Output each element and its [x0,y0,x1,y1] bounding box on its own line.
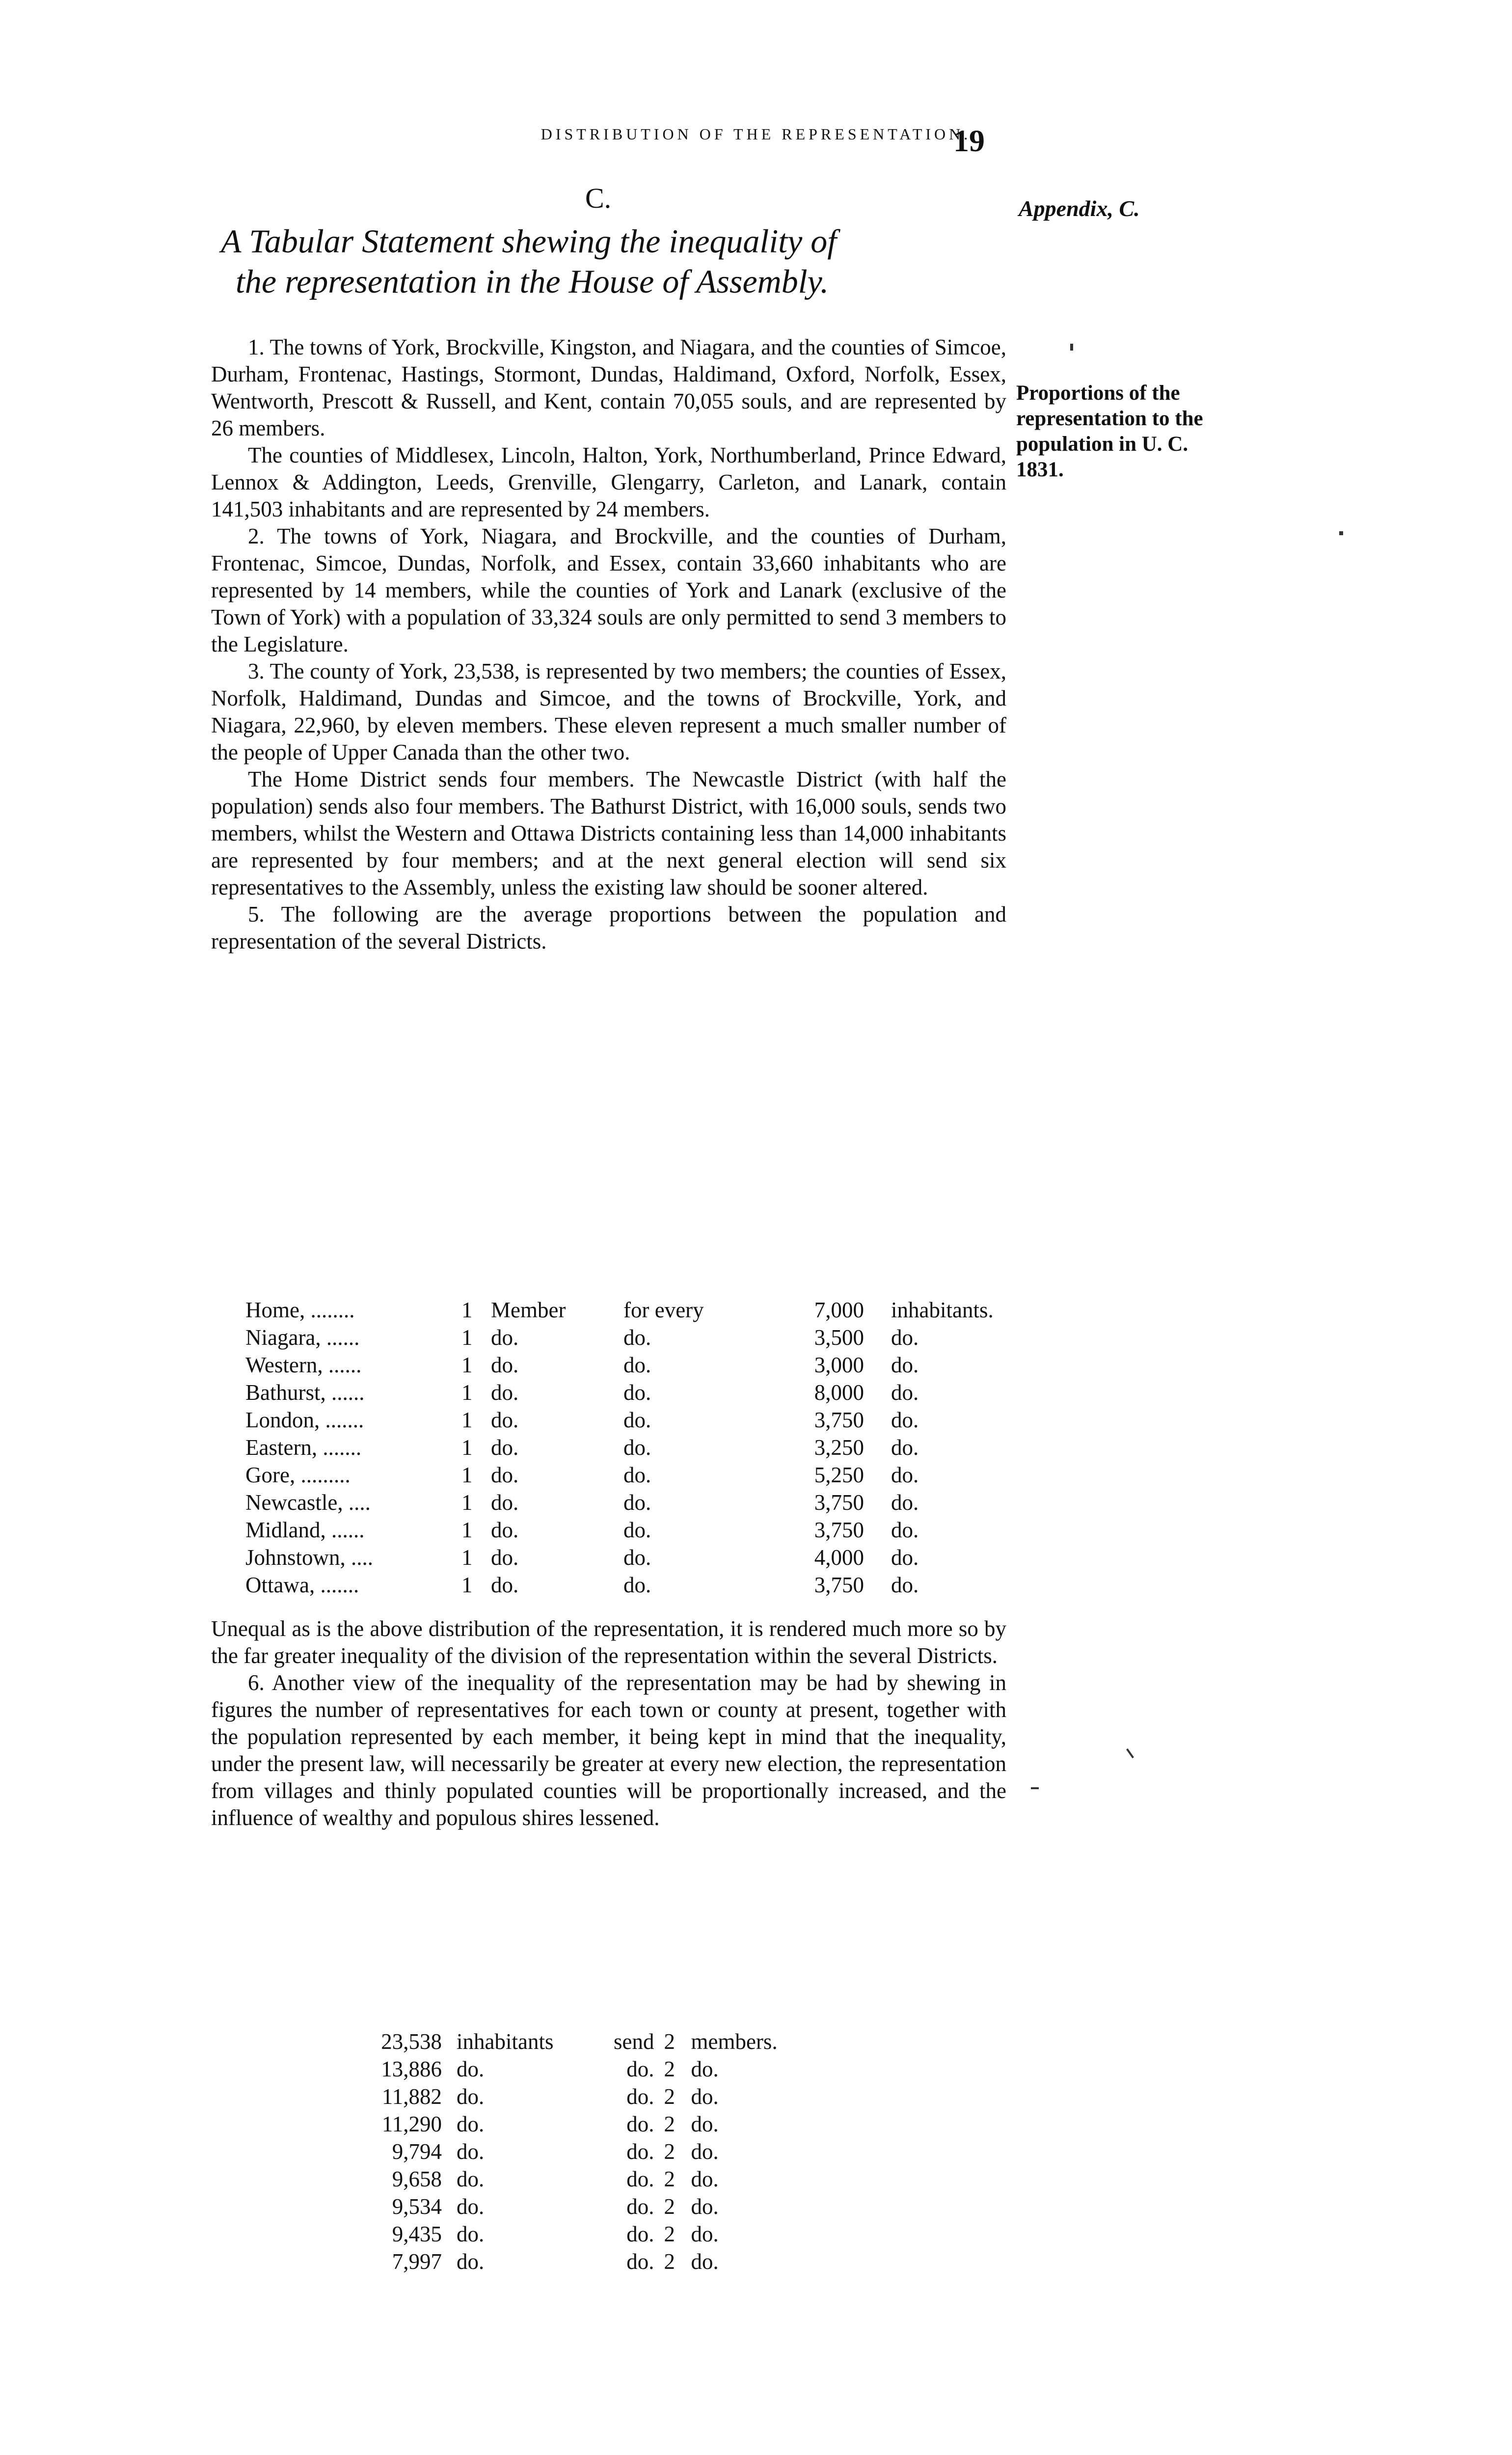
member-number: 1 [461,1518,473,1542]
table-row [245,1406,994,1434]
district-name: Niagara, ...... [245,1325,360,1350]
document-title [221,221,1065,301]
district-name: Home, ........ [245,1298,355,1322]
section-letter: C. [585,182,612,214]
member-unit: do. [491,1545,519,1570]
member-count: 2 [664,2112,675,2136]
district-name: London, ....... [245,1408,364,1432]
inhabitants-label: do. [891,1573,919,1597]
member-unit: do. [491,1573,519,1597]
for-every: do. [623,1353,651,1377]
inhabitants-label: do. [891,1353,919,1377]
page-number: 19 [953,123,985,158]
send-word: do. [626,2084,654,2109]
member-count: 2 [664,2167,675,2191]
body-text [211,334,1006,955]
paragraph-2: 2. The towns of York, Niagara, and Brockville, and the counties of Durham, Frontenac, Simcoe, Dundas, Norfolk, and Essex, contain 33,660 inhabitants who are represented by 14 members, while the counties of York and Lanark (exclusive of the Town of York) with a population of 33,324 souls are only permitted to send 3 members to the Legislature. [211,524,1006,656]
inhabitants-label: do. [891,1325,919,1350]
table-row [344,2055,778,2083]
inhabitants-word: do. [457,2112,485,2136]
member-unit: Member [491,1298,566,1322]
inhabitants-count: 11,290 [381,2112,442,2136]
table-row [245,1434,994,1461]
send-word: do. [626,2139,654,2164]
table-row [344,2193,778,2220]
table-row [245,1571,994,1599]
district-proportions-table [245,1296,994,1599]
member-unit: do. [491,1408,519,1432]
scan-mark [1070,344,1073,351]
member-count: 2 [664,2194,675,2219]
inhabitants-label: do. [891,1435,919,1460]
member-count: 2 [664,2222,675,2246]
send-word: do. [626,2167,654,2191]
for-every: do. [623,1408,651,1432]
inhabitants-word: do. [457,2167,485,2191]
inhabitants-label: inhabitants. [891,1298,994,1322]
district-name: Ottawa, ....... [245,1573,359,1597]
member-unit: do. [491,1463,519,1487]
inhabitants-label: do. [891,1408,919,1432]
inhabitants-label: do. [891,1380,919,1405]
member-number: 1 [461,1325,473,1350]
member-count: 2 [664,2084,675,2109]
for-every: do. [623,1463,651,1487]
representation-table [344,2028,778,2275]
member-number: 1 [461,1490,473,1515]
population: 4,000 [814,1545,864,1570]
paragraph-5: 5. The following are the average proportions between the population and representation of the several Districts. [211,902,1006,954]
table-row [245,1379,994,1406]
district-name: Eastern, ....... [245,1435,362,1460]
table-row [245,1489,994,1516]
appendix-label: Appendix, C. [1019,196,1140,221]
member-number: 1 [461,1408,473,1432]
member-number: 1 [461,1463,473,1487]
member-unit: do. [491,1325,519,1350]
send-word: do. [626,2222,654,2246]
send-word: do. [626,2249,654,2274]
population: 8,000 [814,1380,864,1405]
body-text-lower [211,1615,1006,1831]
inhabitants-count: 9,658 [392,2167,442,2191]
population: 3,000 [814,1353,864,1377]
inhabitants-label: do. [891,1518,919,1542]
members-word: do. [691,2167,719,2191]
table-row [344,2220,778,2248]
population: 3,250 [814,1435,864,1460]
members-word: do. [691,2112,719,2136]
members-word: do. [691,2057,719,2081]
paragraph-1: 1. The towns of York, Brockville, Kingston, and Niagara, and the counties of Simcoe, Durham, Frontenac, Hastings, Stormont, Dundas, Haldimand, Oxford, Norfolk, Essex, Wentworth, Prescott & Russell, and Kent, contain 70,055 souls, and are represented by 26 members. [211,335,1006,440]
members-word: do. [691,2194,719,2219]
members-word: do. [691,2249,719,2274]
table-row [245,1461,994,1489]
scan-mark [1126,1748,1134,1758]
paragraph-6: 6. Another view of the inequality of the representation may be had by shewing in figures the number of representatives for each town or county at present, together with the population represented by each member, it being kept in mind that the inequality, under the present law, will necessarily be greater at every new election, the representation from villages and thinly populated counties will be proportionally increased, and the influence of wealthy and populous shires lessened. [211,1670,1006,1830]
population: 3,750 [814,1408,864,1432]
inhabitants-word: do. [457,2057,485,2081]
for-every: do. [623,1490,651,1515]
population: 3,500 [814,1325,864,1350]
district-name: Bathurst, ...... [245,1380,365,1405]
margin-note: Proportions of the representation to the population in U. C. 1831. [1016,382,1203,481]
district-name: Johnstown, .... [245,1545,374,1570]
for-every: for every [623,1298,704,1322]
member-number: 1 [461,1573,473,1597]
population: 3,750 [814,1490,864,1515]
inhabitants-label: do. [891,1545,919,1570]
table-row [245,1351,994,1379]
inhabitants-count: 7,997 [392,2249,442,2274]
send-word: do. [626,2112,654,2136]
population: 5,250 [814,1463,864,1487]
table-row [344,2248,778,2275]
member-number: 1 [461,1545,473,1570]
inhabitants-word: do. [457,2139,485,2164]
running-header: DISTRIBUTION OF THE REPRESENTATION. [540,125,972,143]
inhabitants-word: do. [457,2222,485,2246]
inhabitants-count: 9,534 [392,2194,442,2219]
inhabitants-count: 23,538 [381,2029,442,2054]
members-word: do. [691,2084,719,2109]
send-word: do. [626,2057,654,2081]
inhabitants-label: do. [891,1463,919,1487]
member-unit: do. [491,1380,519,1405]
scan-mark [1031,1787,1039,1789]
for-every: do. [623,1545,651,1570]
members-word: do. [691,2222,719,2246]
for-every: do. [623,1573,651,1597]
table-row [344,2083,778,2110]
inhabitants-word: do. [457,2194,485,2219]
member-count: 2 [664,2029,675,2054]
for-every: do. [623,1325,651,1350]
scan-mark [1339,531,1343,535]
inhabitants-count: 13,886 [381,2057,442,2081]
population: 7,000 [814,1298,864,1322]
inhabitants-word: do. [457,2084,485,2109]
after-table-paragraph: Unequal as is the above distribution of the representation, it is rendered much more so by the far greater inequality of the division of the representation within the several Districts. [211,1616,1006,1668]
paragraph-4: The Home District sends four members. The Newcastle District (with half the population) sends also four members. The Bathurst District, with 16,000 souls, sends two members, whilst the Western and Ottawa Districts containing less than 14,000 inhabitants are represented by four members; and at the next general election will send six representatives to the Assembly, unless the existing law should be sooner altered. [211,767,1006,900]
table-row [245,1324,994,1351]
district-name: Midland, ...... [245,1518,365,1542]
member-unit: do. [491,1353,519,1377]
title-line-1: A Tabular Statement shewing the inequality of [221,222,837,260]
table-row [245,1296,994,1324]
members-word: members. [691,2029,778,2054]
table-row [344,2165,778,2193]
member-count: 2 [664,2057,675,2081]
inhabitants-count: 9,435 [392,2222,442,2246]
table-row [344,2110,778,2138]
member-unit: do. [491,1490,519,1515]
member-count: 2 [664,2139,675,2164]
member-unit: do. [491,1518,519,1542]
send-word: send [614,2029,654,2054]
for-every: do. [623,1518,651,1542]
inhabitants-word: do. [457,2249,485,2274]
title-line-2: the representation in the House of Assembly. [236,263,829,300]
member-number: 1 [461,1380,473,1405]
member-count: 2 [664,2249,675,2274]
paragraph-3: 3. The county of York, 23,538, is represented by two members; the counties of Essex, Norfolk, Haldimand, Dundas and Simcoe, and the towns of Brockville, York, and Niagara, 22,960, by eleven members. These eleven represent a much smaller number of the people of Upper Canada than the other two. [211,659,1006,764]
member-number: 1 [461,1353,473,1377]
district-name: Gore, ......... [245,1463,351,1487]
inhabitants-count: 11,882 [381,2084,442,2109]
population: 3,750 [814,1573,864,1597]
inhabitants-label: do. [891,1490,919,1515]
member-number: 1 [461,1298,473,1322]
table-row [344,2028,778,2055]
district-name: Newcastle, .... [245,1490,371,1515]
for-every: do. [623,1435,651,1460]
inhabitants-word: inhabitants [457,2029,554,2054]
members-word: do. [691,2139,719,2164]
district-name: Western, ...... [245,1353,362,1377]
table-row [344,2138,778,2165]
send-word: do. [626,2194,654,2219]
inhabitants-count: 9,794 [392,2139,442,2164]
for-every: do. [623,1380,651,1405]
member-number: 1 [461,1435,473,1460]
member-unit: do. [491,1435,519,1460]
population: 3,750 [814,1518,864,1542]
table-row [245,1516,994,1544]
table-row [245,1544,994,1571]
paragraph-1b: The counties of Middlesex, Lincoln, Halton, York, Northumberland, Prince Edward, Lennox & Addington, Leeds, Grenville, Glengarry, Carleton, and Lanark, contain 141,503 inhabitants and are represented by 24 members. [211,443,1006,521]
